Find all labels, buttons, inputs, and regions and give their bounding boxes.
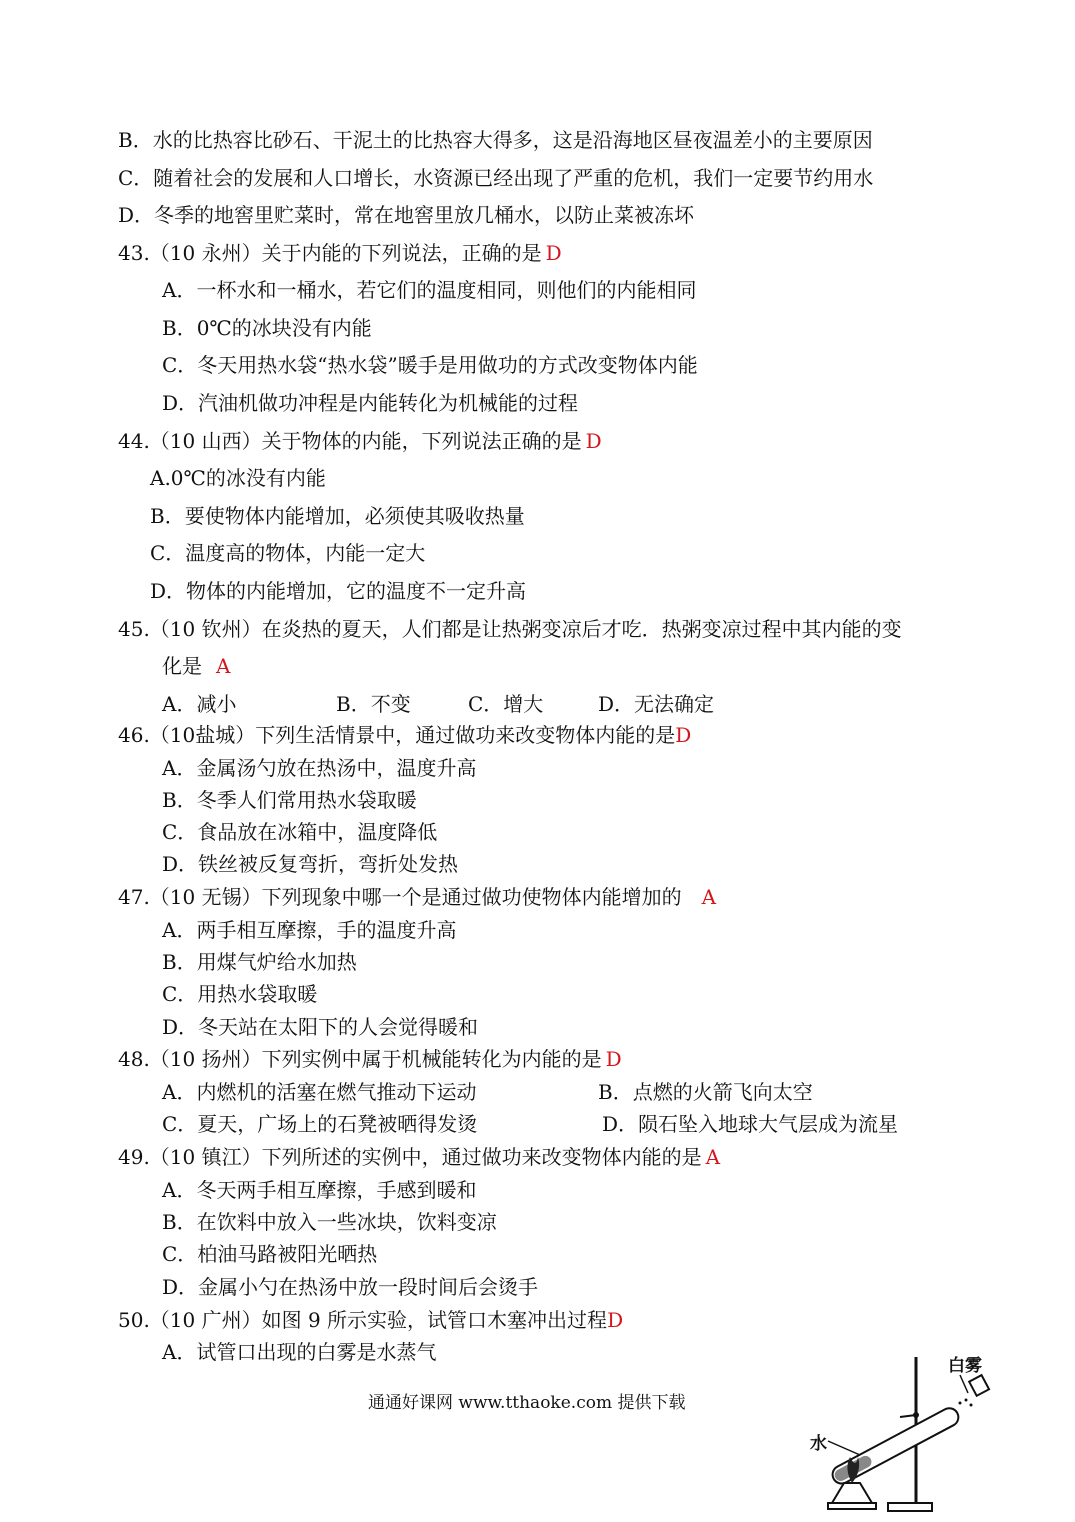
option-line: A．金属汤勺放在热汤中，温度升高 [162,756,477,780]
option-line: A．内燃机的活塞在燃气推动下运动 [162,1080,477,1104]
option-line: C．柏油马路被阳光晒热 [162,1242,378,1266]
answer-label: D [605,1047,622,1071]
option-line: B．水的比热容比砂石、干泥土的比热容大得多，这是沿海地区昼夜温差小的主要原因 [118,128,873,152]
option-line: A．一杯水和一桶水，若它们的温度相同，则他们的内能相同 [162,278,697,302]
option-line: A.0℃的冰没有内能 [150,466,326,490]
option-line: B．用煤气炉给水加热 [162,950,357,974]
option-line: D．冬天站在太阳下的人会觉得暖和 [162,1015,479,1039]
question-49: 49.（10 镇江）下列所述的实例中，通过做功来改变物体内能的是 A [118,1145,721,1169]
question-50: 50.（10 广州）如图 9 所示实验，试管口木塞冲出过程D [118,1308,624,1332]
option-line: D．汽油机做功冲程是内能转化为机械能的过程 [162,391,579,415]
question-44: 44.（10 山西）关于物体的内能，下列说法正确的是 D [118,429,602,453]
option-line: D．冬季的地窖里贮菜时，常在地窖里放几桶水，以防止菜被冻坏 [118,203,695,227]
option-line: C．增大 [468,692,544,716]
answer-label: D [545,241,562,265]
option-line: C．温度高的物体，内能一定大 [150,541,426,565]
option-line: D．陨石坠入地球大气层成为流星 [602,1112,899,1136]
answer-label: D [585,429,602,453]
option-line: B．在饮料中放入一些冰块，饮料变凉 [162,1210,497,1234]
answer-label: A [216,654,231,678]
label-water: 水 [810,1434,827,1454]
question-45: 45.（10 钦州）在炎热的夏天，人们都是让热粥变凉后才吃．热粥变凉过程中其内能的变 [118,617,902,641]
option-line: B．点燃的火箭飞向太空 [598,1080,813,1104]
option-line: B．0℃的冰块没有内能 [162,316,372,340]
question-47: 47.（10 无锡）下列现象中哪一个是通过做功使物体内能增加的 A [118,885,717,909]
answer-label: D [607,1308,624,1332]
option-line: B．不变 [336,692,411,716]
question-45-cont: 化是 A [162,654,231,678]
option-line: B．冬季人们常用热水袋取暖 [162,788,417,812]
question-43: 43.（10 永州）关于内能的下列说法，正确的是 D [118,241,562,265]
option-line: D．金属小勺在热汤中放一段时间后会烫手 [162,1275,539,1299]
option-line: B．要使物体内能增加，必须使其吸收热量 [150,504,525,528]
option-line: C．冬天用热水袋“热水袋”暖手是用做功的方式改变物体内能 [162,353,698,377]
answer-label: A [705,1145,721,1169]
answer-label: A [701,885,717,909]
option-line: A．两手相互摩擦，手的温度升高 [162,918,457,942]
answer-label: D [675,723,692,747]
test-tube-figure [800,1345,1000,1518]
option-line: D．物体的内能增加，它的温度不一定升高 [150,579,527,603]
label-mist: 白雾 [948,1356,982,1376]
footer-credit: 通通好课网 www.tthaoke.com 提供下载 [368,1393,686,1413]
option-line: C．食品放在冰箱中，温度降低 [162,820,438,844]
option-line: C．用热水袋取暖 [162,982,318,1006]
option-line: C．随着社会的发展和人口增长，水资源已经出现了严重的危机，我们一定要节约用水 [118,166,874,190]
option-line: D．铁丝被反复弯折，弯折处发热 [162,852,459,876]
question-46: 46.（10盐城）下列生活情景中，通过做功来改变物体内能的是D [118,723,692,747]
option-line: D．无法确定 [598,692,715,716]
option-line: A．试管口出现的白雾是水蒸气 [162,1340,437,1364]
option-line: A．冬天两手相互摩擦，手感到暖和 [162,1178,477,1202]
option-line: C．夏天，广场上的石凳被晒得发烫 [162,1112,478,1136]
option-line: A．减小 [162,692,237,716]
question-48: 48.（10 扬州）下列实例中属于机械能转化为内能的是 D [118,1047,622,1071]
